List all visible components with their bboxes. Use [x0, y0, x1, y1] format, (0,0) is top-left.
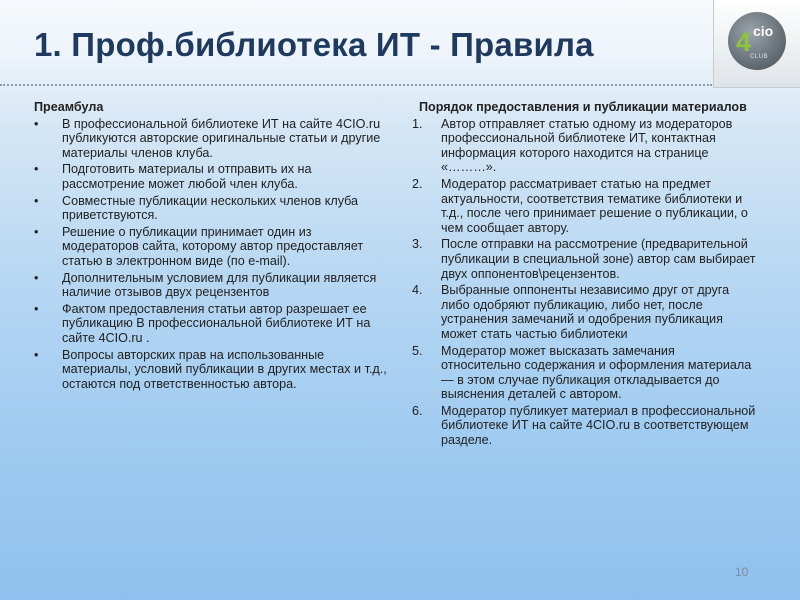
preamble-item — [34, 271, 388, 300]
preamble-item-text: Решение о публикации принимает один из модераторов сайта, которому автор предоставляет статью в электронном виде (по e-mail). — [62, 224, 364, 268]
bullet-icon: • — [34, 193, 39, 208]
item-number: 4. — [412, 283, 423, 298]
item-number: 3. — [412, 237, 423, 252]
preamble-heading: Преамбула — [34, 100, 104, 114]
procedure-list — [404, 117, 756, 448]
bullet-icon: • — [34, 270, 39, 285]
page-number: 10 — [735, 565, 749, 579]
preamble-item — [34, 225, 388, 269]
procedure-item — [404, 404, 756, 448]
preamble-item — [34, 117, 388, 161]
bullet-icon: • — [34, 116, 39, 131]
procedure-item-text: Модератор публикует материал в профессиональной библиотеке ИТ на сайте 4CIO.ru в соответствующем разделе. — [441, 403, 756, 448]
preamble-list — [34, 117, 388, 392]
procedure-item — [404, 117, 756, 175]
procedure-heading: Порядок предоставления и публикации материалов — [419, 100, 747, 114]
preamble-item — [34, 194, 388, 223]
procedure-item — [404, 237, 756, 281]
preamble-item-text: Подготовить материалы и отправить их на рассмотрение может любой член клуба. — [62, 162, 312, 191]
preamble-item — [34, 162, 388, 191]
item-number: 6. — [412, 403, 423, 418]
logo-number: 4 — [736, 27, 752, 57]
item-number: 1. — [412, 116, 423, 131]
club-logo — [728, 12, 786, 70]
procedure-item — [404, 177, 756, 235]
procedure-item-text: Выбранные оппоненты независимо друг от друга либо одобряют публикацию, либо нет, после устранения замечаний и одобрения публикация может стать частью библиотеки — [441, 283, 730, 341]
preamble-item-text: Вопросы авторских прав на использованные материалы, условий публикации в других местах и т.д., остаются под ответственностью автора. — [62, 347, 387, 391]
procedure-item-text: Модератор может высказать замечания относительно содержания и оформления материала — в этом случае публикация откладывается до выяснения деталей с автором. — [441, 343, 752, 402]
item-number: 5. — [412, 343, 423, 358]
slide-title: 1. Проф.библиотека ИТ - Правила — [34, 26, 594, 63]
preamble-item-text: Совместные публикации нескольких членов клуба приветствуются. — [62, 193, 359, 223]
preamble-item — [34, 302, 388, 346]
procedure-item — [404, 283, 756, 341]
preamble-item — [34, 348, 388, 392]
preamble-item-text: В профессиональной библиотеке ИТ на сайте 4CIO.ru публикуются авторские оригинальные статьи и другие материалы членов клуба. — [62, 116, 381, 160]
procedure-item-text: Автор отправляет статью одному из модераторов профессиональной библиотеке ИТ, контактная информация которого находится на странице «………». — [441, 116, 733, 175]
logo-panel — [713, 0, 800, 88]
preamble-column — [34, 100, 388, 393]
bullet-icon: • — [34, 162, 39, 177]
procedure-column — [404, 100, 756, 450]
preamble-item-text: Фактом предоставления статьи автор разрешает ее публикацию В профессиональной библиотеке ИТ на сайте 4CIO.ru . — [62, 301, 371, 345]
logo-word: cio — [753, 23, 774, 39]
logo-subtitle: CLUB — [750, 54, 769, 60]
procedure-item-text: Модератор рассматривает статью на предмет актуальности, соответствия тематике библиотеки и т.д., после чего принимает решение о публикации, о чем сообщает автору. — [441, 176, 748, 235]
title-divider — [0, 84, 712, 86]
bullet-icon: • — [34, 301, 39, 316]
procedure-item-text: После отправки на рассмотрение (предварительной публикации в специальной зоне) автор сам выбирает двух оппонентов\рецензентов. — [441, 237, 756, 281]
bullet-icon: • — [34, 224, 39, 239]
bullet-icon: • — [34, 347, 39, 362]
preamble-item-text: Дополнительным условием для публикации является наличие отзывов двух рецензентов — [62, 270, 377, 300]
item-number: 2. — [412, 176, 423, 191]
procedure-item — [404, 344, 756, 402]
